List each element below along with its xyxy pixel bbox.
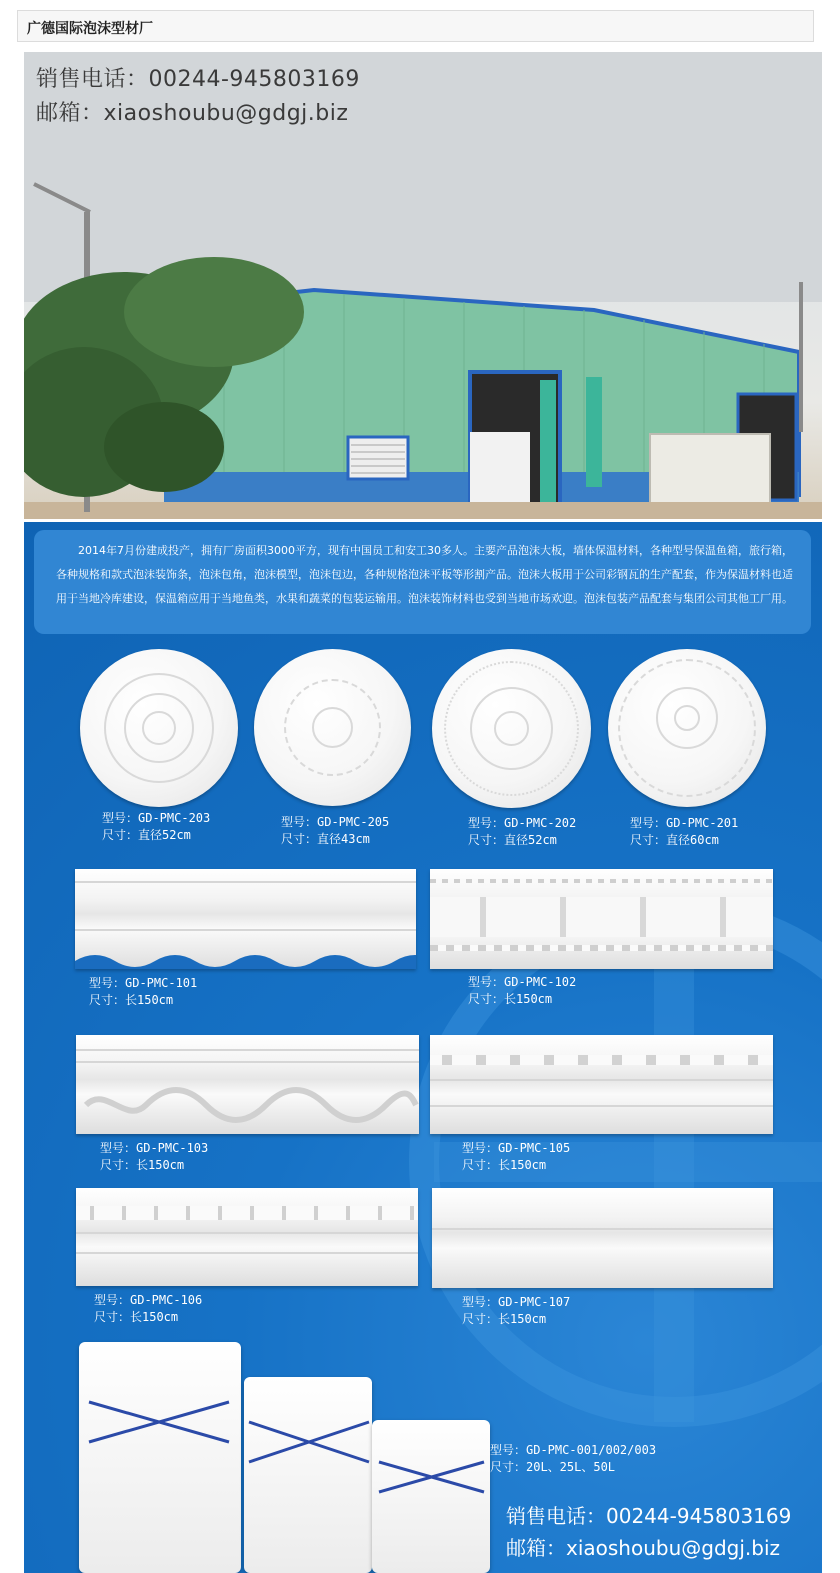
model-103: 型号：GD-PMC-103 <box>100 1141 209 1155</box>
intro-text: 2014年7月份建成投产，拥有厂房面积3000平方，现有中国员工和安工30多人。主要产品泡沫大板，墙体保温材料，各种型号保温鱼箱，旅行箱，各种规格和款式泡沫装饰条，泡沫包角，泡沫模型，泡沫包边，各种规格泡沫平板等形割产品。泡沫大板用于公司彩钢瓦的生产配套，作为保温材料也适用于当地冷库建设，保温箱应用于当地鱼类，水果和蔬菜的包装运输用。泡沫装饰材料也受到当地市场欢迎。泡沫包装产品配套与集团公司其他工厂用。 <box>56 544 793 605</box>
label-201 <box>630 815 738 849</box>
size-203: 尺寸：直径52cm <box>102 828 191 842</box>
banner-email: 邮箱：xiaoshoubu@gdgj.biz <box>36 101 349 126</box>
size-105: 尺寸：长150cm <box>462 1158 547 1172</box>
page-title: 广德国际泡沫型材厂 <box>27 21 153 37</box>
page-title-bar <box>17 10 814 42</box>
medallion-gd-pmc-202 <box>432 649 591 808</box>
label-box <box>490 1442 656 1476</box>
factory-photo <box>24 52 822 519</box>
label-205 <box>281 814 389 848</box>
label-105 <box>462 1140 570 1174</box>
model-101: 型号：GD-PMC-101 <box>89 976 198 990</box>
molding-gd-pmc-102 <box>430 869 773 969</box>
product-catalog <box>24 522 822 1573</box>
model-205: 型号：GD-PMC-205 <box>281 815 390 829</box>
size-201: 尺寸：直径60cm <box>630 833 719 847</box>
banner-phone: 销售电话：00244-945803169 <box>36 67 360 92</box>
molding-gd-pmc-103 <box>76 1035 419 1134</box>
medallion-gd-pmc-205 <box>254 649 411 806</box>
molding-gd-pmc-106 <box>76 1188 418 1286</box>
label-101 <box>89 975 197 1009</box>
size-103: 尺寸：长150cm <box>100 1158 185 1172</box>
model-202: 型号：GD-PMC-202 <box>468 816 577 830</box>
label-106 <box>94 1292 202 1326</box>
label-103 <box>100 1140 208 1174</box>
molding-gd-pmc-105 <box>430 1035 773 1134</box>
model-106: 型号：GD-PMC-106 <box>94 1293 203 1307</box>
size-box: 尺寸：20L、25L、50L <box>490 1460 616 1474</box>
molding-gd-pmc-107 <box>432 1188 773 1288</box>
size-107: 尺寸：长150cm <box>462 1312 547 1326</box>
label-107 <box>462 1294 570 1328</box>
label-102 <box>468 974 576 1008</box>
size-102: 尺寸：长150cm <box>468 992 553 1006</box>
model-107: 型号：GD-PMC-107 <box>462 1295 571 1309</box>
size-101: 尺寸：长150cm <box>89 993 174 1007</box>
footer-phone: 销售电话：00244-945803169 <box>506 1504 792 1528</box>
model-102: 型号：GD-PMC-102 <box>468 975 577 989</box>
molding-gd-pmc-101 <box>75 869 416 969</box>
model-201: 型号：GD-PMC-201 <box>630 816 739 830</box>
medallion-gd-pmc-201 <box>608 649 766 807</box>
size-205: 尺寸：直径43cm <box>281 832 370 846</box>
intro-box <box>34 530 811 634</box>
model-box: 型号：GD-PMC-001/002/003 <box>490 1443 657 1457</box>
size-106: 尺寸：长150cm <box>94 1310 179 1324</box>
label-202 <box>468 815 576 849</box>
label-203 <box>102 810 210 844</box>
footer-email: 邮箱：xiaoshoubu@gdgj.biz <box>506 1536 781 1560</box>
size-202: 尺寸：直径52cm <box>468 833 557 847</box>
model-203: 型号：GD-PMC-203 <box>102 811 211 825</box>
medallion-gd-pmc-203 <box>80 649 238 807</box>
model-105: 型号：GD-PMC-105 <box>462 1141 571 1155</box>
